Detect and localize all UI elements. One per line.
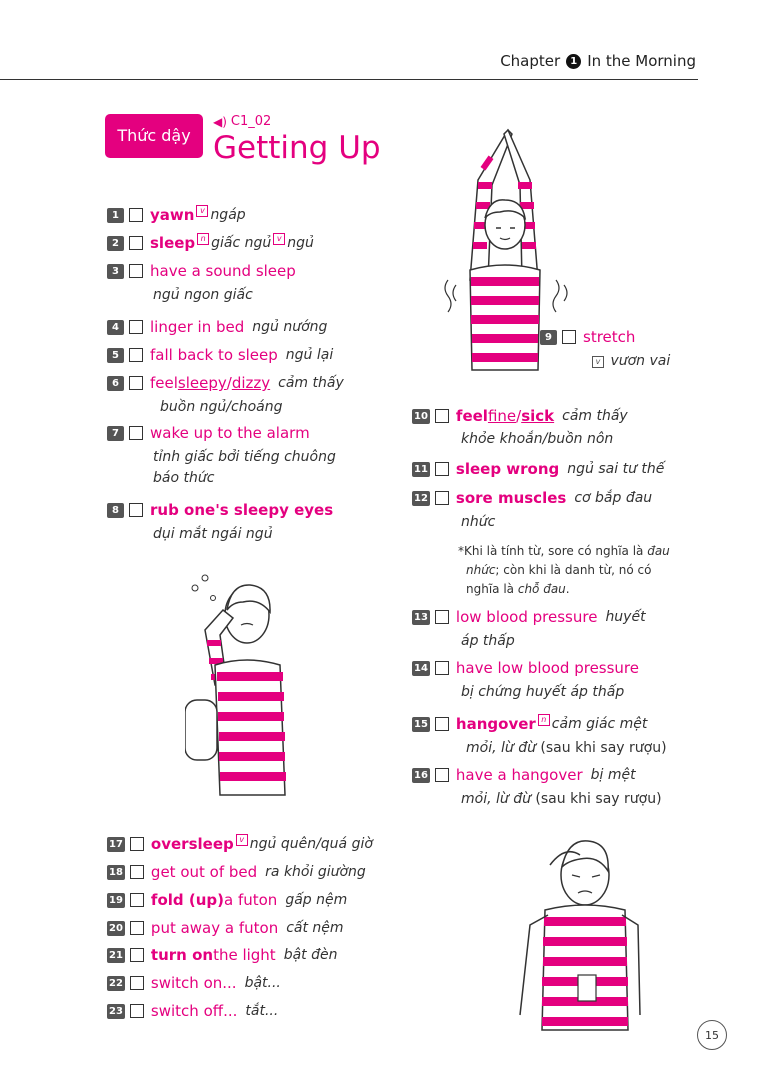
item-number: 16 xyxy=(414,770,428,781)
item-number: 8 xyxy=(107,503,124,518)
term: sleep wrong xyxy=(455,460,560,478)
item-number: 13 xyxy=(414,612,428,623)
vocab-item-20 xyxy=(107,918,344,939)
item-number: 18 xyxy=(109,867,123,878)
section-badge: Thức dậy xyxy=(105,114,203,158)
vocab-item-13 xyxy=(412,607,646,628)
item-number: 6 xyxy=(107,376,124,391)
item-number: 19 xyxy=(109,895,123,906)
vocab-item-16 xyxy=(412,765,636,786)
part-of-speech-badge: v xyxy=(273,233,285,245)
translation: bị mệt xyxy=(590,767,636,783)
checkbox[interactable] xyxy=(129,208,143,222)
translation: gấp nệm xyxy=(285,892,348,908)
vocab-item-6 xyxy=(107,373,344,394)
item-number: 9 xyxy=(540,330,557,345)
term: fall back to sleep xyxy=(150,346,278,364)
translation-line2: mỏi, lừ đừ (sau khi say rượu) xyxy=(466,740,667,756)
vocab-item-5 xyxy=(107,345,333,366)
term-part: feel xyxy=(150,374,178,392)
item-number: 2 xyxy=(107,236,124,251)
checkbox[interactable] xyxy=(129,264,143,278)
term: low blood pressure xyxy=(455,608,598,626)
checkbox[interactable] xyxy=(435,462,449,476)
item-number: 22 xyxy=(109,978,123,989)
item-number: 10 xyxy=(414,411,428,422)
term-option: dizzy xyxy=(231,374,271,392)
vocab-item-18 xyxy=(107,862,366,883)
item-number: 3 xyxy=(107,264,124,279)
checkbox[interactable] xyxy=(130,948,144,962)
translation: ngủ quên/quá giờ xyxy=(249,836,373,852)
item-number: 1 xyxy=(107,208,124,223)
term: switch off... xyxy=(150,1002,238,1020)
vocab-item-4 xyxy=(107,317,327,338)
checkbox[interactable] xyxy=(435,661,449,675)
page-title: Getting Up xyxy=(213,130,381,166)
translation: ngủ sai tư thế xyxy=(567,461,665,477)
hangover-person-illustration xyxy=(510,825,660,1040)
checkbox[interactable] xyxy=(130,976,144,990)
part-of-speech-badge: n xyxy=(197,233,209,245)
translation-line2: mỏi, lừ đừ (sau khi say rượu) xyxy=(461,791,662,807)
chapter-title: In the Morning xyxy=(587,52,696,70)
translation: cảm thấy xyxy=(562,408,628,424)
translation-line2: khỏe khoắn/buồn nôn xyxy=(461,431,614,447)
page-number: 15 xyxy=(697,1020,727,1050)
checkbox[interactable] xyxy=(129,426,143,440)
checkbox[interactable] xyxy=(129,348,143,362)
term: have a hangover xyxy=(455,766,583,784)
vocab-item-21 xyxy=(107,945,337,966)
translation: bật... xyxy=(244,975,281,991)
checkbox[interactable] xyxy=(130,837,144,851)
vocab-item-14 xyxy=(412,658,639,679)
item-number: 5 xyxy=(107,348,124,363)
term: put away a futon xyxy=(150,919,279,937)
translation: cất nệm xyxy=(286,920,344,936)
translation-line2: báo thức xyxy=(153,470,215,486)
translation: ngủ xyxy=(287,235,314,251)
item-number: 11 xyxy=(414,464,428,475)
translation: ngáp xyxy=(210,207,246,223)
vocab-item-1 xyxy=(107,205,246,226)
checkbox[interactable] xyxy=(130,1004,144,1018)
translation: bật đèn xyxy=(283,947,338,963)
item-number: 12 xyxy=(414,493,428,504)
term: wake up to the alarm xyxy=(150,424,310,442)
translation: huyết xyxy=(605,609,646,625)
vocab-item-12 xyxy=(412,488,652,509)
checkbox[interactable] xyxy=(435,610,449,624)
term: stretch xyxy=(583,328,636,346)
translation-line2: buồn ngủ/choáng xyxy=(160,399,283,415)
checkbox[interactable] xyxy=(435,717,449,731)
vocab-item-23 xyxy=(107,1001,278,1022)
checkbox[interactable] xyxy=(130,893,144,907)
translation: tắt... xyxy=(245,1003,279,1019)
checkbox[interactable] xyxy=(435,768,449,782)
checkbox[interactable] xyxy=(129,376,143,390)
vocab-item-15 xyxy=(412,714,647,735)
translation: cơ bắp đau xyxy=(574,490,653,506)
translation: ngủ lại xyxy=(285,347,334,363)
item-number: 23 xyxy=(109,1006,123,1017)
translation: cảm giác mệt xyxy=(551,716,648,732)
translation-line2: áp thấp xyxy=(461,633,515,649)
vocab-item-17 xyxy=(107,834,373,855)
translation-line1: tỉnh giấc bởi tiếng chuông xyxy=(153,449,336,465)
term: have low blood pressure xyxy=(455,659,639,677)
part-of-speech-badge: v xyxy=(236,834,248,846)
vocab-item-7 xyxy=(107,423,310,444)
translation: giấc ngủ xyxy=(211,235,272,251)
chapter-label: Chapter xyxy=(500,52,561,70)
term: have a sound sleep xyxy=(150,262,296,280)
term-separator: / xyxy=(516,407,522,425)
translation-line2: nhức xyxy=(461,514,496,530)
sleepy-person-illustration xyxy=(185,570,305,805)
translation: dụi mắt ngái ngủ xyxy=(153,526,273,542)
term-part: the light xyxy=(213,946,276,964)
term: yawn xyxy=(150,206,195,224)
translation: bị chứng huyết áp thấp xyxy=(461,684,625,700)
item-number: 17 xyxy=(109,839,123,850)
speaker-icon[interactable]: ◀) xyxy=(213,114,227,129)
part-of-speech-badge: v xyxy=(196,205,208,217)
term-option: sleepy xyxy=(177,374,227,392)
item-number: 15 xyxy=(414,719,428,730)
checkbox[interactable] xyxy=(129,236,143,250)
checkbox[interactable] xyxy=(130,921,144,935)
term-part: turn on xyxy=(150,946,214,964)
vocab-item-10 xyxy=(412,406,628,427)
checkbox[interactable] xyxy=(129,503,143,517)
term-part: fold (up) xyxy=(150,891,224,909)
term-option: fine xyxy=(487,407,517,425)
translation: v vươn vai xyxy=(590,351,670,372)
term: sleep xyxy=(150,234,196,252)
vocab-item-22 xyxy=(107,973,281,994)
term-part: a futon xyxy=(223,891,278,909)
item-number: 7 xyxy=(107,426,124,441)
checkbox[interactable] xyxy=(435,491,449,505)
term-option: sick xyxy=(521,407,555,425)
vocab-item-2 xyxy=(107,233,314,254)
vocab-item-3 xyxy=(107,261,296,282)
usage-note: *Khi là tính từ, sore có nghĩa là đau nhức; còn khi là danh từ, nó có nghĩa là chỗ đau. xyxy=(458,544,670,596)
term: oversleep xyxy=(150,835,234,853)
item-number: 14 xyxy=(414,663,428,674)
stretching-person-illustration xyxy=(430,120,580,380)
audio-track[interactable] xyxy=(213,114,271,129)
term: hangover xyxy=(455,715,536,733)
part-of-speech-badge: n xyxy=(538,714,550,726)
translation: ra khỏi giường xyxy=(265,864,366,880)
checkbox[interactable] xyxy=(130,865,144,879)
vocab-item-19 xyxy=(107,890,347,911)
vocab-item-11 xyxy=(412,459,664,480)
chapter-header xyxy=(500,52,696,70)
translation: ngủ nướng xyxy=(252,319,328,335)
term: get out of bed xyxy=(150,863,258,881)
audio-code: C1_02 xyxy=(230,114,272,129)
chapter-number-badge: 1 xyxy=(566,54,581,69)
item-number: 4 xyxy=(107,320,124,335)
term-separator: / xyxy=(226,374,232,392)
item-number: 20 xyxy=(109,923,123,934)
term: sore muscles xyxy=(455,489,567,507)
term: switch on... xyxy=(150,974,237,992)
term: linger in bed xyxy=(150,318,245,336)
term-part: feel xyxy=(455,407,488,425)
checkbox[interactable] xyxy=(435,409,449,423)
translation: ngủ ngon giấc xyxy=(153,287,253,303)
item-number: 21 xyxy=(109,950,123,961)
translation: cảm thấy xyxy=(278,375,344,391)
header-rule xyxy=(0,79,698,80)
term: rub one's sleepy eyes xyxy=(150,501,334,519)
part-of-speech-badge: v xyxy=(592,356,604,368)
checkbox[interactable] xyxy=(129,320,143,334)
vocab-item-8 xyxy=(107,500,333,521)
